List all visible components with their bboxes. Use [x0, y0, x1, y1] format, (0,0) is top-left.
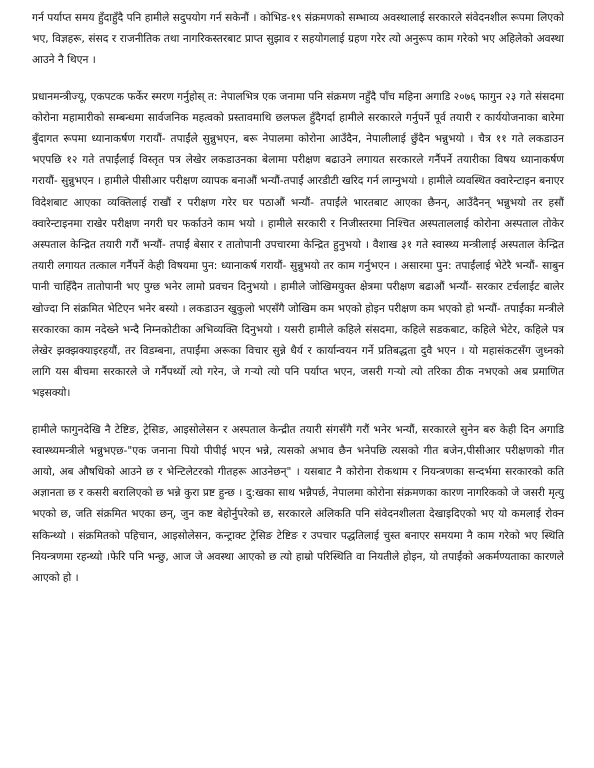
paragraph-2: प्रधानमन्त्रीज्यू, एकपटक फर्केर स्मरण गर्नुहोस् त: नेपालभित्र एक जनामा पनि संक्रमण नहुँदै पाँच महिना अगाडि २०७६ फागुन २३ गते संसदमा कोरोना महामारीको सम्बन्धमा सार्वजनिक महत्वको प्रस्तावमाथि छलफल हुँदैगर्दा हामीले सरकारले गर्नुपर्ने पूर्व तयारी र कार्ययोजनाका बारेमा बुँदागत रूपमा ध्यानाकर्षण गरायौं- तपाईंले सुन्नुभएन, बरू नेपालमा कोरोना आउँदैन, नेपालीलाई छुँदैन भन्नुभयो । चैत्र ११ गते लकडाउन भएपछि १२ गते तपाईंलाई विस्तृत पत्र लेखेर लकडाउनका बेलामा परीक्षण बढाउने लगायत सरकारले गर्नैपर्ने तयारीका विषय ध्यानाकर्षण गरायौं- सुन्नुभएन । हामीले पीसीआर परीक्षण व्यापक बनाऔं भन्यौं-तपाईं आरडीटी खरिद गर्न लाग्नुभयो । हामीले व्यवस्थित क्वारेन्टाइन बनाएर विदेशबाट आएका व्यक्तिलाई राखौं र परीक्षण गरेर घर पठाऔं भन्यौं- तपाईंले भारतबाट आएका छैनन्, आउँदैनन् भन्नुभयो तर हसौं क्वारेन्टाइनमा राखेर परीक्षण नगरी घर फर्काउने काम भयो । हामीले सरकारी र निजीस्तरमा निश्चित अस्पताललाई कोरोना अस्पताल तोकेर अस्पताल केन्द्रित तयारी गरौं भन्यौं- तपाईं बेसार र तातोपानी उपचारमा केन्द्रित हुनुभयो । वैशाख ३१ गते स्वास्थ्य मन्त्रीलाई अस्पताल केन्द्रित तयारी लगायत तत्काल गर्नैपर्ने केही विषयमा पुन: ध्यानाकर्ष गरायौं- सुन्नुभयो तर काम गर्नुभएन । असारमा पुन: तपाईंलाई भेटेरै भन्यौं- साबुन पानी चाहिँदैन तातोपानी भए पुग्छ भनेर लामो प्रवचन दिनुभयो । हामीले जोखिमयुक्त क्षेत्रमा परीक्षण बढाऔं भन्यौं- सरकार टर्चलाईट बालेर खोज्दा नि संक्रमित भेटिएन भनेर बस्यो । लकडाउन खुकुलो भएसँगै जोखिम कम भएको होइन परीक्षण कम भएको हो भन्यौं- तपाईंका मन्त्रीले सरकारका काम नदेख्ने भन्दै निम्नकोटीका अभिव्यक्ति दिनुभयो । यसरी हामीले कहिले संसदमा, कहिले सडकबाट, कहिले भेटेर, कहिले पत्र लेखेर झक्झक्याइरहयौं, तर विडम्बना, तपाईंमा अरूका विचार सुन्ने धैर्य र कार्यान्वयन गर्ने प्रतिबद्धता दुवै भएन । यो महासंकटसँग जुध्नको लागि यस बीचमा सरकारले जे गर्नैपर्थ्यो त्यो गरेन, जे गर्‍यो त्यो पनि पर्याप्त भएन, जसरी गर्‍यो त्यो तरिका ठीक नभएको अब प्रमाणित भइसक्यो। — [32, 90, 564, 400]
paragraph-1: गर्न पर्याप्त समय हुँदाहुँदै पनि हामीले सदुपयोग गर्न सकेनौं । कोभिड-१९ संक्रमणको सम्भाव्य अवस्थालाई सरकारले संवेदनशील रूपमा लिएको भए, विज्ञहरू, संसद र राजनीतिक तथा नागरिकस्तरबाट प्राप्त सुझाव र सहयोगलाई ग्रहण गरेर त्यो अनुरूप काम गरेको भए अहिलेको अवस्था आउने नै थिएन । — [32, 12, 564, 67]
paragraph-3: हामीले फागुनदेखि नै टेष्टिङ, ट्रेसिङ, आइसोलेसन र अस्पताल केन्द्रीत तयारी संगसँगै गरौं भनेर भन्यौं, सरकारले सुनेन बरु केही दिन अगाडि स्वास्थ्यमन्त्रीले भन्नुभएछ-"एक जनाना पियो पीपीई भएन भन्ने, त्यसको अभाव छैन भनेपछि त्यसको गीत बजेन,पीसीआर परीक्षणको गीत आयो, अब औषधिको आउने छ र भेन्टिलेटरको गीतहरू आउनेछन्" । यसबाट नै कोरोना रोकथाम र नियन्त्रणका सन्दर्भमा सरकारको कति अज्ञानता छ र कसरी बरालिएको छ भन्ने कुरा प्रष्ट हुन्छ । दु:खका साथ भन्नैपर्छ, नेपालमा कोरोना संक्रमणका कारण नागरिकको जे जसरी मृत्यु भएको छ, जति संक्रमित भएका छन्, जुन कष्ट बेहोर्नुपरेको छ, सरकारले अलिकति पनि संवेदनशीलता देखाइदिएको भए यो कमलाई रोक्न सकिन्थ्यो । संक्रमितको पहिचान, आइसोलेसन, कन्ट्राक्ट ट्रेसिङ टेष्टिङ र उपचार पद्धतिलाई चुस्त बनाएर समयमा नै काम गरेको भए स्थिति नियन्त्रणमा रहन्थ्यो ।फेरि पनि भन्छु, आज जे अवस्था आएको छ त्यो हाम्रो परिस्थिति वा नियतीले होइन, यो तपाईंको अकर्मण्यताका कारणले आएको हो । — [32, 423, 564, 585]
